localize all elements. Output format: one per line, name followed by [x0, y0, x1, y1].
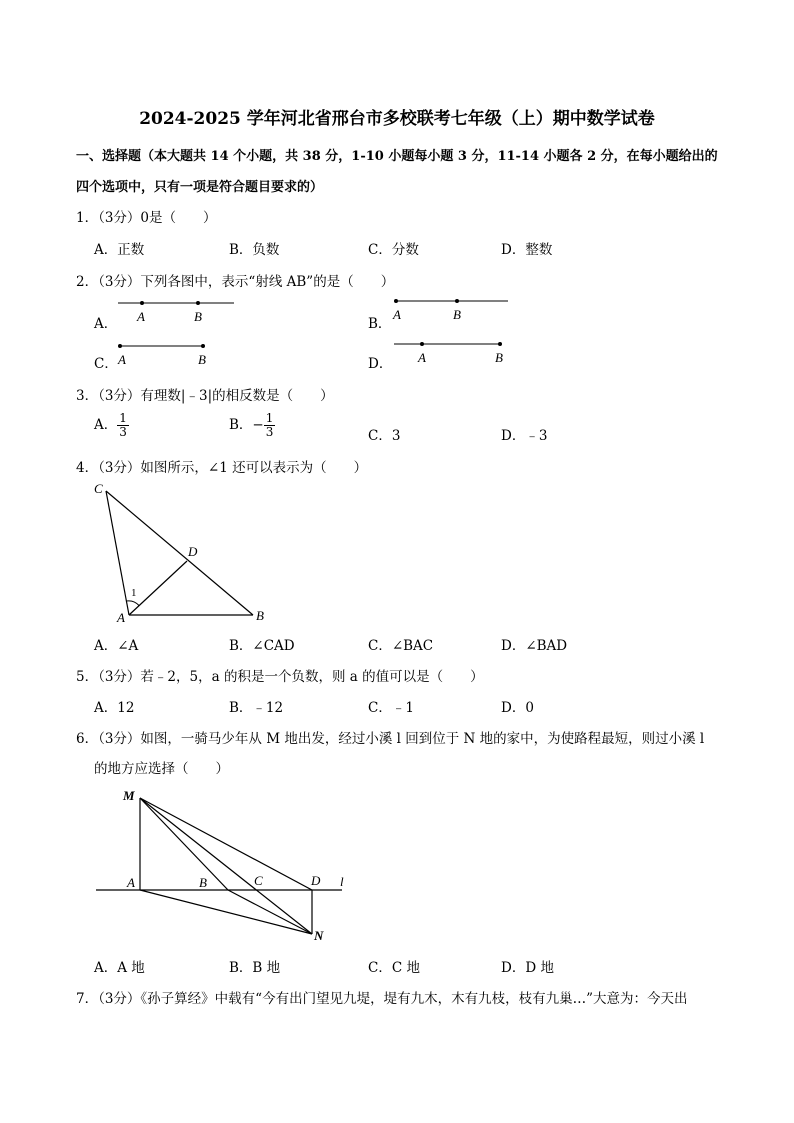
- q1-option-b[interactable]: B．负数: [229, 242, 280, 258]
- q7-stem-line1: 7．（3分）《孙子算经》中载有“今有出门望见九堤，堤有九木，木有九枝，枝有九巢…”大意为：今天出: [76, 991, 688, 1007]
- section-heading-line2: 四个选项中，只有一项是符合题目要求的）: [76, 180, 324, 195]
- q2-a-point-b: B: [194, 309, 202, 324]
- q6-river-figure: [92, 784, 362, 944]
- q2-stem: 2．（3分）下列各图中，表示“射线 AB”的是（ ）: [76, 274, 395, 290]
- q4-option-d[interactable]: D．∠BAD: [501, 638, 568, 654]
- q5-option-a[interactable]: A．12: [94, 700, 135, 716]
- q2-option-a-letter[interactable]: A．: [94, 316, 118, 332]
- q6-stem-line1: 6．（3分）如图，一骑马少年从 M 地出发，经过小溪 l 回到位于 N 地的家中，为使路程最短，则过小溪 l: [76, 731, 705, 747]
- q4-option-a[interactable]: A．∠A: [94, 638, 139, 654]
- q1-option-c[interactable]: C．分数: [368, 242, 419, 258]
- q2-d-point-a: A: [418, 350, 426, 365]
- q2-option-d-figure: [388, 335, 513, 369]
- q4-label-d: D: [188, 544, 198, 559]
- q2-option-b-figure: [388, 292, 513, 326]
- q2-c-point-b: B: [198, 352, 206, 367]
- q3-option-c[interactable]: C．3: [368, 428, 401, 444]
- q3-option-a-label: A．: [94, 417, 118, 433]
- q4-label-c: C: [94, 481, 103, 496]
- q6-stem-line2: 的地方应选择（ ）: [94, 761, 229, 777]
- q6-label-n: N: [314, 928, 324, 943]
- q3-option-d[interactable]: D．﹣3: [501, 428, 548, 444]
- q2-c-point-a: A: [118, 352, 126, 367]
- q5-option-d[interactable]: D．0: [501, 700, 534, 716]
- q6-label-b: B: [199, 875, 207, 890]
- q5-stem: 5．（3分）若﹣2，5，a 的积是一个负数，则 a 的值可以是（ ）: [76, 669, 484, 685]
- q2-a-point-a: A: [137, 309, 145, 324]
- q6-label-l: l: [340, 874, 344, 889]
- q5-option-b[interactable]: B．﹣12: [229, 700, 284, 716]
- q4-angle-1-label: 1: [131, 587, 137, 599]
- q6-label-c: C: [254, 873, 263, 888]
- q6-label-a: A: [127, 875, 135, 890]
- q6-option-a[interactable]: A．A 地: [94, 960, 145, 976]
- q5-option-c[interactable]: C．﹣1: [368, 700, 414, 716]
- q4-label-a: A: [117, 610, 125, 625]
- page-title: 2024-2025 学年河北省邢台市多校联考七年级（上）期中数学试卷: [139, 109, 655, 129]
- q6-label-m: M: [123, 788, 135, 803]
- q3-option-b-sign: −: [252, 417, 264, 433]
- q3-fraction-b: $\frac{1}{3}$: [265, 411, 274, 439]
- q6-option-c[interactable]: C．C 地: [368, 960, 420, 976]
- q6-option-d[interactable]: D．D 地: [501, 960, 554, 976]
- q3-option-a[interactable]: [94, 412, 129, 439]
- q4-option-c[interactable]: C．∠BAC: [368, 638, 434, 654]
- q3-option-b[interactable]: [229, 412, 275, 439]
- q1-option-d[interactable]: D．整数: [501, 242, 553, 258]
- q4-option-b[interactable]: B．∠CAD: [229, 638, 295, 654]
- q2-d-point-b: B: [495, 350, 503, 365]
- q2-option-a-figure: [112, 294, 242, 328]
- q4-triangle-figure: [88, 478, 278, 628]
- q2-option-b-letter[interactable]: B．: [368, 316, 392, 332]
- q3-option-b-label: B．: [229, 417, 253, 433]
- q3-stem: 3．（3分）有理数|﹣3|的相反数是（ ）: [76, 388, 334, 404]
- q1-stem: 1．（3分）0是（ ）: [76, 210, 217, 226]
- q6-label-d: D: [311, 873, 321, 888]
- q6-option-b[interactable]: B．B 地: [229, 960, 281, 976]
- q3-fraction-a: $\frac{1}{3}$: [119, 411, 127, 439]
- q2-b-point-a: A: [393, 307, 401, 322]
- q2-option-c-letter[interactable]: C．: [94, 356, 118, 372]
- q4-stem: 4．（3分）如图所示，∠1 还可以表示为（ ）: [76, 460, 368, 476]
- q2-option-d-letter[interactable]: D．: [368, 356, 393, 372]
- q4-label-b: B: [256, 608, 264, 623]
- q2-b-point-b: B: [453, 307, 461, 322]
- q2-option-c-figure: [112, 337, 212, 371]
- q1-option-a[interactable]: A．正数: [94, 242, 145, 258]
- section-heading-line1: 一、选择题（本大题共 14 个小题，共 38 分，1-10 小题每小题 3 分，11-14 小题各 2 分，在每小题给出的: [76, 149, 718, 164]
